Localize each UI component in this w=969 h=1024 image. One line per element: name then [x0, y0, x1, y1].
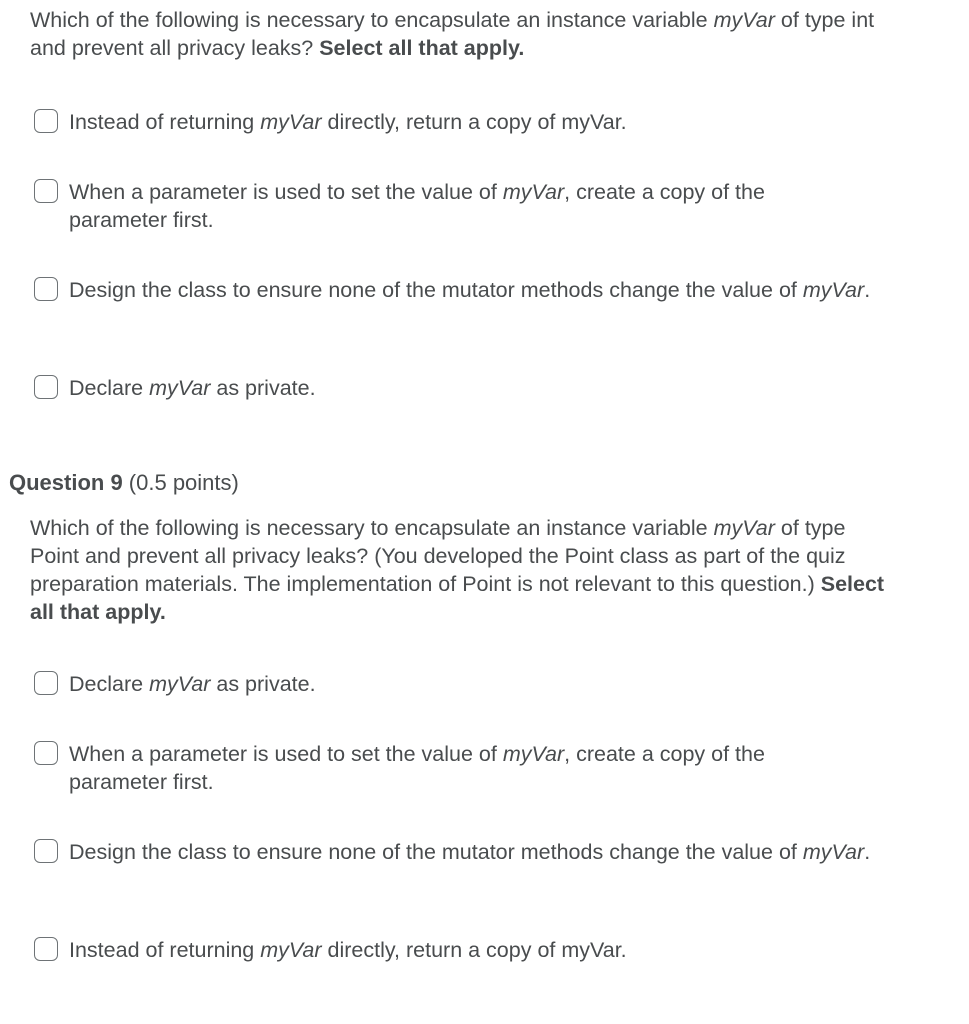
checkbox[interactable]: [34, 277, 58, 301]
prompt-instruction: Select all that apply.: [319, 36, 525, 60]
question-number: Question 9: [9, 470, 123, 495]
option-label[interactable]: Declare myVar as private.: [69, 376, 316, 400]
checkbox[interactable]: [34, 671, 58, 695]
checkbox[interactable]: [34, 839, 58, 863]
checkbox[interactable]: [34, 937, 58, 961]
q8-option-1[interactable]: [34, 108, 914, 136]
question-9-header: [9, 468, 239, 498]
prompt-text: of type int and prevent all privacy leaks?: [30, 8, 875, 60]
prompt-variable: myVar: [713, 516, 775, 540]
option-label[interactable]: Instead of returning myVar directly, return a copy of myVar.: [69, 938, 627, 962]
checkbox[interactable]: [34, 375, 58, 399]
checkbox[interactable]: [34, 741, 58, 765]
option-label[interactable]: Design the class to ensure none of the mutator methods change the value of myVar.: [69, 840, 871, 864]
checkbox[interactable]: [34, 109, 58, 133]
option-label[interactable]: When a parameter is used to set the value of myVar, create a copy of the parameter first.: [69, 180, 765, 232]
q9-option-4[interactable]: [34, 936, 914, 964]
prompt-text: Which of the following is necessary to encapsulate an instance variable: [30, 8, 714, 32]
question-points: (0.5 points): [122, 470, 239, 495]
question-8-prompt: [30, 6, 890, 62]
q9-option-1[interactable]: [34, 670, 914, 698]
option-label[interactable]: When a parameter is used to set the value of myVar, create a copy of the parameter first.: [69, 742, 765, 794]
prompt-instruction: Select all that apply.: [30, 572, 885, 624]
q9-option-2[interactable]: [34, 740, 914, 796]
option-label[interactable]: Design the class to ensure none of the mutator methods change the value of myVar.: [69, 278, 871, 302]
q8-option-2[interactable]: [34, 178, 914, 234]
option-label[interactable]: Instead of returning myVar directly, return a copy of myVar.: [69, 110, 627, 134]
question-9-prompt: [30, 514, 900, 626]
option-label[interactable]: Declare myVar as private.: [69, 672, 316, 696]
prompt-text: of type Point and prevent all privacy leaks? (You developed the Point class as part of the quiz preparation materials. The implementation of Point is not relevant to this question.): [30, 516, 846, 596]
q9-option-3[interactable]: [34, 838, 914, 866]
q8-option-4[interactable]: [34, 374, 914, 402]
prompt-text: Which of the following is necessary to encapsulate an instance variable: [30, 516, 714, 540]
prompt-variable: myVar: [713, 8, 775, 32]
checkbox[interactable]: [34, 179, 58, 203]
q8-option-3[interactable]: [34, 276, 914, 304]
